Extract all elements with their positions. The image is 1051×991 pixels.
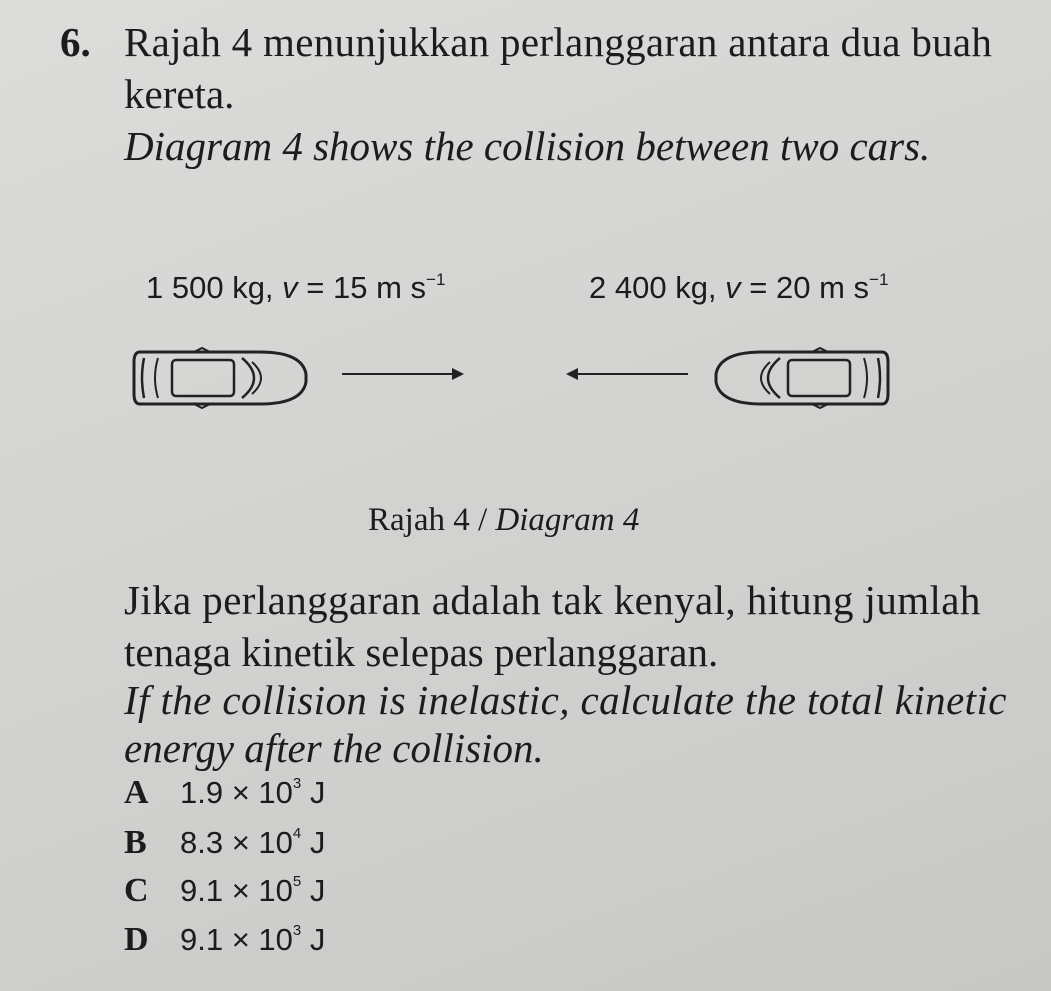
option-unit: J [301, 825, 326, 860]
option-mantissa: 1.9 × 10 [180, 775, 293, 810]
diagram-caption-english: Diagram 4 [495, 502, 640, 538]
option-unit: J [301, 873, 326, 908]
option-exponent: 4 [292, 825, 302, 842]
car2-label [589, 270, 888, 306]
question-text-malay-line1: Rajah 4 menunjukkan perlanggaran antara dua buah [124, 19, 993, 65]
option-exponent: 3 [292, 922, 302, 939]
question-number: 6. [60, 19, 91, 65]
option-exponent: 3 [292, 775, 302, 792]
car1-velocity-symbol: v [282, 270, 298, 305]
option-mantissa: 9.1 × 10 [180, 922, 293, 957]
prompt-english-line2: energy after the collision. [124, 725, 544, 771]
car2-direction-arrow [560, 364, 690, 384]
option-a[interactable] [124, 774, 325, 812]
question-text-english: Diagram 4 shows the collision between two cars. [124, 123, 931, 169]
option-c[interactable] [124, 872, 325, 910]
option-letter: A [124, 774, 149, 811]
option-letter: B [124, 824, 147, 861]
car1-velocity-value: = 15 m s [297, 270, 427, 305]
option-mantissa: 8.3 × 10 [180, 825, 293, 860]
option-b[interactable] [124, 824, 325, 862]
question-text-malay-line2: kereta. [124, 71, 235, 117]
prompt-english-line1: If the collision is inelastic, calculate the total kinetic [124, 677, 1007, 723]
option-letter: C [124, 872, 149, 909]
diagram-caption-malay: Rajah 4 / [368, 502, 496, 538]
option-d[interactable] [124, 921, 325, 959]
car2-velocity-value: = 20 m s [740, 270, 870, 305]
option-letter: D [124, 921, 149, 958]
prompt-malay-line1: Jika perlanggaran adalah tak kenyal, hitung jumlah [124, 577, 981, 623]
option-mantissa: 9.1 × 10 [180, 873, 293, 908]
option-unit: J [301, 775, 326, 810]
car2-mass: 2 400 kg, [589, 270, 726, 305]
prompt-malay-line2: tenaga kinetik selepas perlanggaran. [124, 629, 719, 675]
car2-icon [712, 342, 892, 414]
car2-velocity-exponent: −1 [869, 270, 889, 289]
car1-icon [130, 342, 310, 414]
car1-label [146, 270, 445, 306]
car1-velocity-exponent: −1 [426, 270, 446, 289]
car1-mass: 1 500 kg, [146, 270, 283, 305]
car1-direction-arrow [340, 364, 470, 384]
diagram-caption [368, 502, 639, 539]
option-unit: J [301, 922, 326, 957]
car2-velocity-symbol: v [725, 270, 741, 305]
option-exponent: 5 [292, 873, 302, 890]
